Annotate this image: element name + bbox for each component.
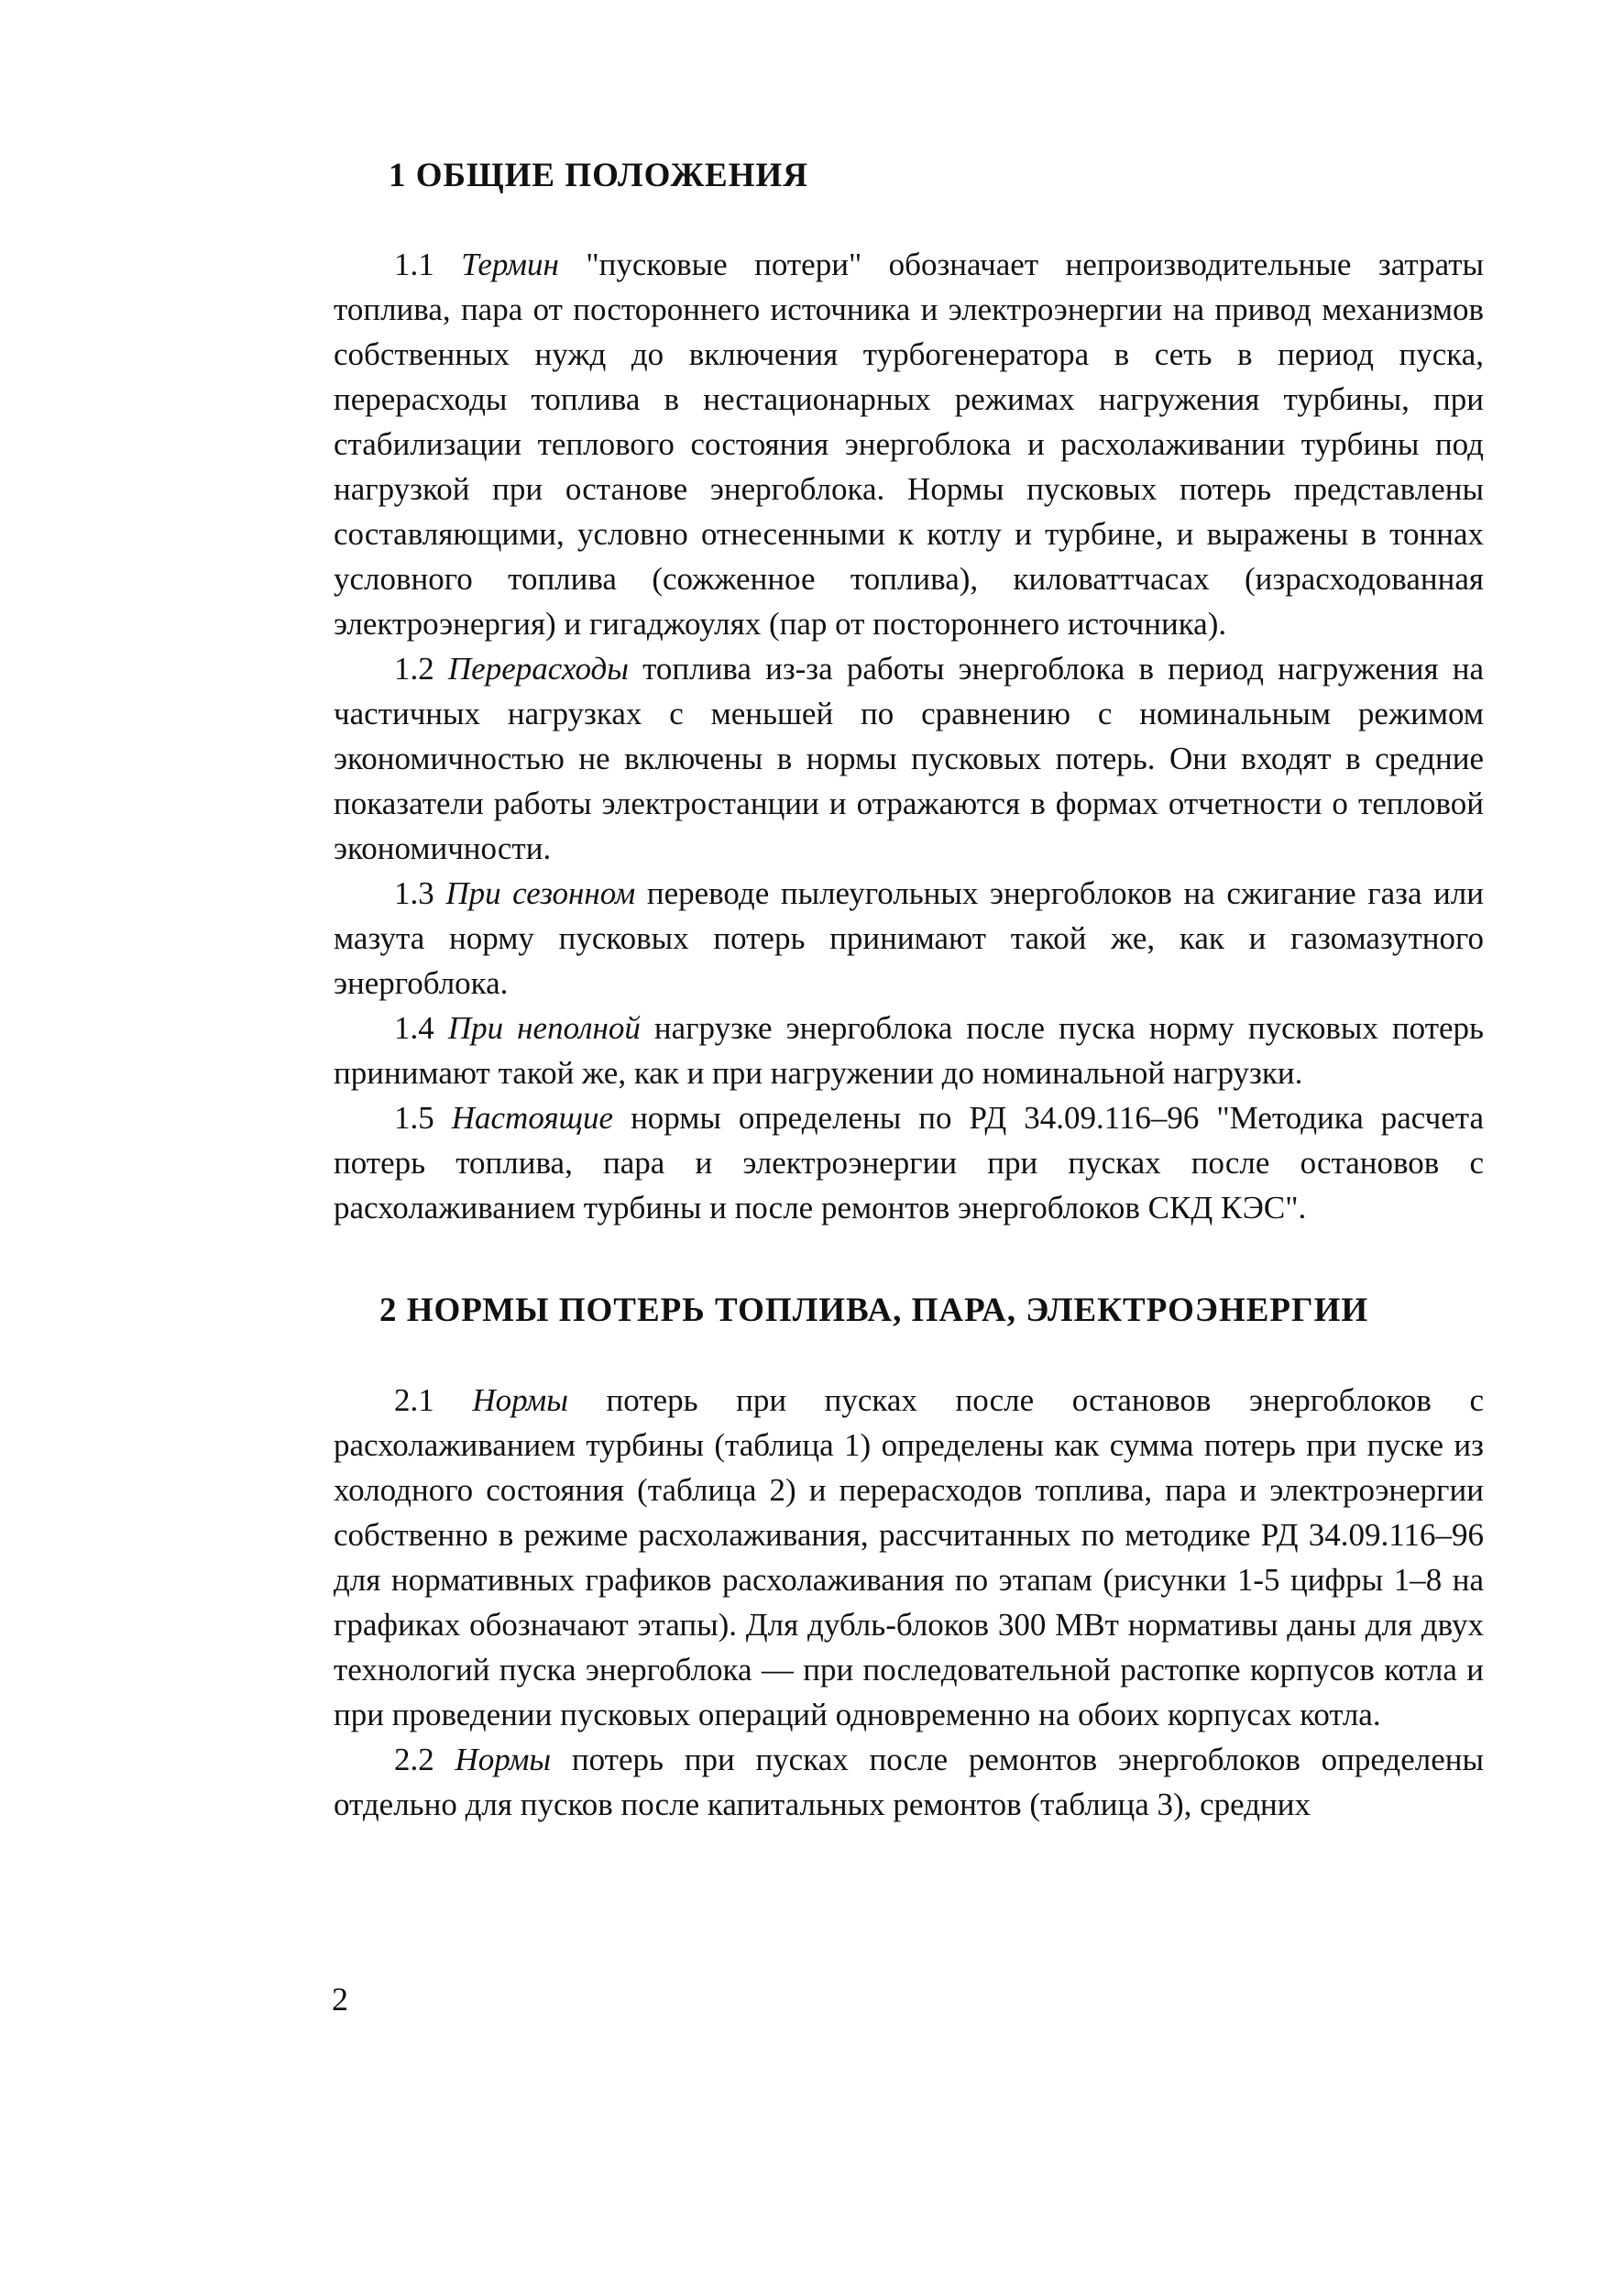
paragraph-number: 1.1 <box>394 247 434 283</box>
paragraph-number: 1.2 <box>394 651 434 687</box>
section-1-title: 1 ОБЩИЕ ПОЛОЖЕНИЯ <box>389 157 809 194</box>
page-number: 2 <box>332 1981 348 2018</box>
paragraph-lead-term: При неполной <box>447 1010 641 1047</box>
page-content <box>334 156 1484 1827</box>
paragraph-lead-term: Нормы <box>455 1741 552 1777</box>
paragraph-text: нагрузке энергоблока после пуска норму пусковых потерь принимают такой же, как и при нагружении до номинальной нагрузки. <box>334 1010 1485 1092</box>
paragraph-lead-term: При сезонном <box>445 875 636 912</box>
section-2-title: 2 НОРМЫ ПОТЕРЬ ТОПЛИВА, ПАРА, ЭЛЕКТРОЭНЕРГИИ <box>379 1292 1369 1330</box>
section-2-body <box>334 1378 1484 1827</box>
paragraph-number: 1.5 <box>394 1100 434 1137</box>
paragraph-text: потерь при пусках после остановов энергоблоков с расхолаживанием турбины (таблица 1) определены как сумма потерь при пуске из холодного состояния (таблица 2) и перерасходов топлива, пара и электроэнергии собственно в режиме расхолаживания, рассчитанных по методике РД 34.09.116–96 для нормативных графиков расхолаживания по этапам (рисунки 1-5 цифры 1–8 на графиках обозначают этапы). Для дубль-блоков 300 МВт нормативы даны для двух технологий пуска энергоблока — при последовательной растопке корпусов котла и при проведении пусковых операций одновременно на обоих корпусах котла. <box>334 1381 1485 1732</box>
paragraph-1-5 <box>334 1095 1484 1230</box>
paragraph-number: 2.1 <box>394 1381 434 1418</box>
paragraph-text: "пусковые потери" обозначает непроизводительные затраты топлива, пара от постороннего источника и электроэнергии на привод механизмов собственных нужд до включения турбогенератора в сеть в период пуска, перерасходы топлива в нестационарных режимах нагружения турбины, при стабилизации теплового состояния энергоблока и расхолаживании турбины под нагрузкой при останове энергоблока. Нормы пусковых потерь представлены составляющими, условно отнесенными к котлу и турбине, и выражены в тоннах условного топлива (сожженное топлива), киловаттчасах (израсходованная электроэнергия) и гигаджоулях (пар от постороннего источника). <box>334 247 1485 643</box>
paragraph-number: 1.4 <box>394 1010 434 1047</box>
paragraph-lead-term: Термин <box>461 247 559 283</box>
paragraph-lead-term: Настоящие <box>451 1100 614 1137</box>
paragraph-lead-term: Перерасходы <box>447 651 629 687</box>
paragraph-number: 1.3 <box>394 875 434 912</box>
paragraph-1-4 <box>334 1006 1484 1095</box>
paragraph-1-3 <box>334 871 1484 1006</box>
section-1-body <box>334 242 1484 1230</box>
paragraph-1-2 <box>334 646 1484 871</box>
paragraph-lead-term: Нормы <box>472 1381 568 1418</box>
paragraph-1-1 <box>334 242 1484 646</box>
paragraph-text: нормы определены по РД 34.09.116–96 "Методика расчета потерь топлива, пара и электроэнергии при пусках после остановов с расхолаживанием турбины и после ремонтов энергоблоков СКД КЭС". <box>334 1100 1484 1226</box>
paragraph-2-1 <box>334 1378 1484 1737</box>
paragraph-2-2 <box>334 1737 1484 1827</box>
paragraph-text: топлива из-за работы энергоблока в период нагружения на частичных нагрузках с меньшей по сравнению с номинальным режимом экономичностью не включены в нормы пусковых потерь. Они входят в средние показатели работы электростанции и отражаются в формах отчетности о тепловой экономичности. <box>334 651 1485 867</box>
paragraph-text: переводе пылеугольных энергоблоков на сжигание газа или мазута норму пусковых потерь принимают такой же, как и газомазутного энергоблока. <box>334 875 1484 1002</box>
paragraph-number: 2.2 <box>394 1741 434 1777</box>
paragraph-text: потерь при пусках после ремонтов энергоблоков определены отдельно для пусков после капитальных ремонтов (таблица 3), средних <box>334 1741 1485 1822</box>
